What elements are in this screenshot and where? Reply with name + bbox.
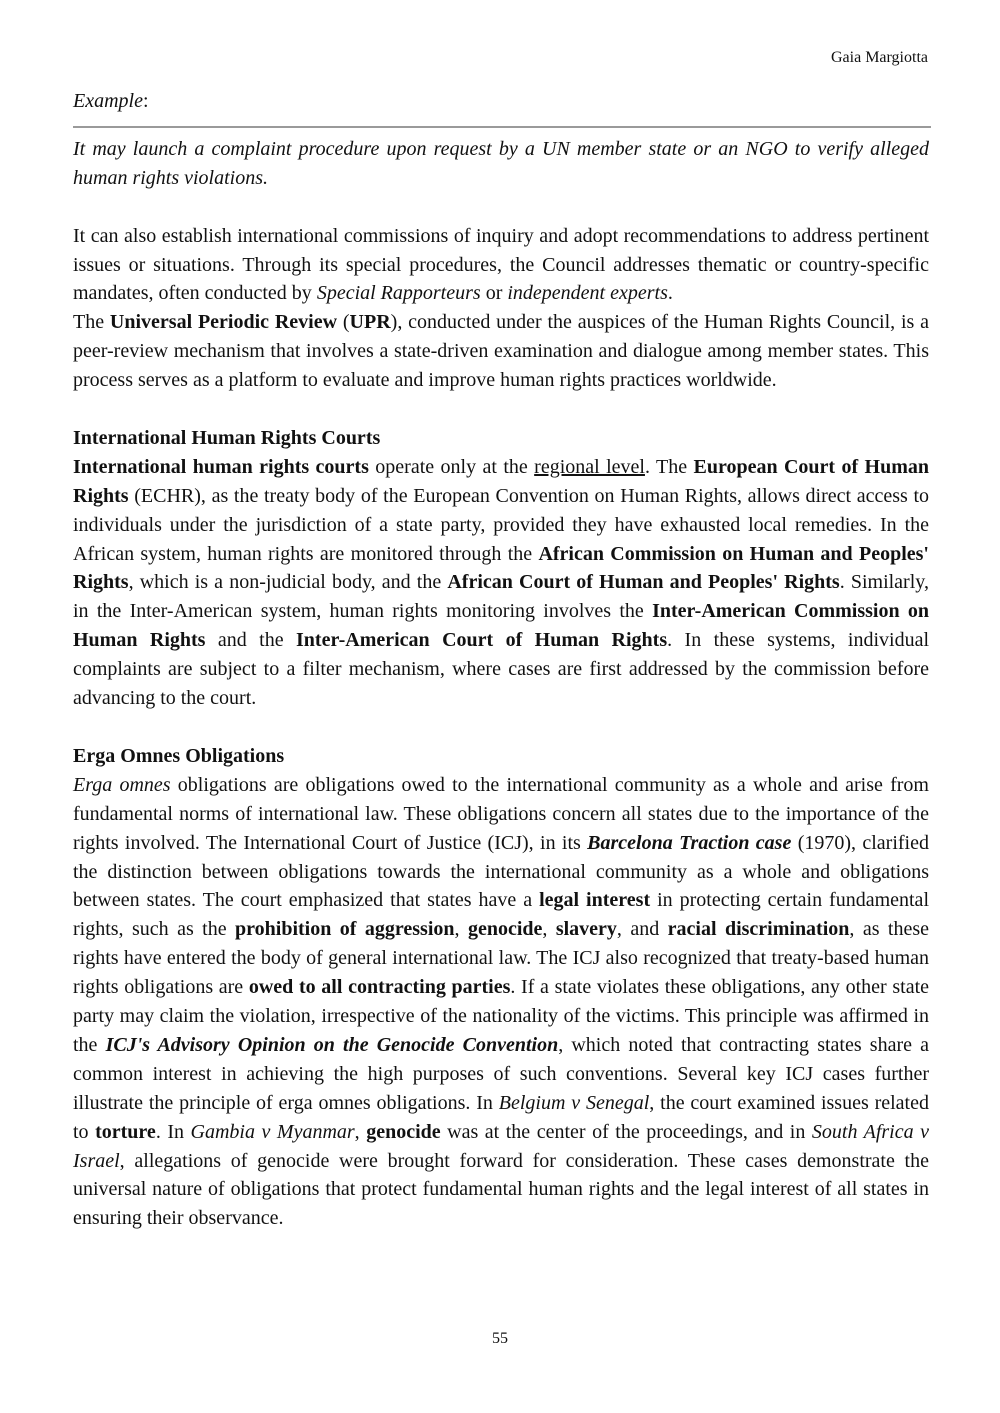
blank-line [73,713,929,742]
text-run: It can also establish international commissions of inquiry and adopt recommendations to address pertinent issues or situations. Through its special procedures, the Council addresses thematic or country-specific mandates, often conducted by [73,224,929,305]
text-run: . Similarly, in the Inter-American system, human rights monitoring involves the [73,571,929,623]
bold-run: genocide [366,1120,441,1143]
text-run: ( [337,311,350,334]
text-run: . In these systems, individual complaints are subject to a filter mechanism, where cases are first addressed by the commission before advancing to the court. [73,629,930,710]
bold-italic-run: Barcelona Traction case [587,831,792,854]
example-divider [73,126,931,128]
text-run: in protecting certain fundamental rights, such as the [73,889,929,941]
text-run: obligations are obligations owed to the international community as a whole and arise from fundamental norms of international law. These obligations concern all states due to the importance of the rights involved. The International Court of Justice (ICJ), in its [73,773,929,854]
text-run: , allegations of genocide were brought forward for consideration. These cases demonstrate the universal nature of obligations that protect fundamental human rights and the legal interest of all states in ensuring their observance. [73,1149,929,1230]
blank-line [73,395,929,424]
text-run: operate only at the [368,455,535,478]
text-run: . In [155,1120,191,1143]
bold-run: Universal Periodic Review [109,311,338,334]
page-number: 55 [492,1330,508,1347]
section-heading-courts: International Human Rights Courts [73,426,381,449]
bold-run: International human rights courts [73,455,369,478]
italic-run: Special Rapporteurs [316,282,481,305]
text-run: (ECHR), as the treaty body of the European Convention on Human Rights, allows direct access to individuals under the jurisdiction of a state party, provided they have exhausted local remedies. In the African system, human rights are monitored through the [73,484,929,565]
page-content [73,87,929,1233]
italic-run: Gambia v Myanmar [190,1120,355,1143]
text-run: The [73,311,110,334]
paragraph-courts [73,453,929,713]
text-run: ), conducted under the auspices of the Human Rights Council, is a peer-review mechanism that involves a state-driven examination and dialogue among member states. This process serves as a platform to evaluate and improve human rights practices worldwide. [73,311,930,392]
text-run: , [542,918,556,941]
italic-run: South Africa v Israel [73,1120,930,1172]
text-run: (1970), clarified the distinction between obligations towards the international community as a whole and obligations between states. The court emphasized that states have a [73,831,929,912]
text-run: , [354,1120,367,1143]
blank-line [73,193,929,222]
example-text: It may launch a complaint procedure upon request by a UN member state or an NGO to verify alleged human rights violations. [73,137,929,189]
section-heading-erga-omnes: Erga Omnes Obligations [73,744,285,767]
text-run: was at the center of the proceedings, and in [440,1120,812,1143]
text-run: and the [205,629,297,652]
paragraph-erga-omnes [73,771,929,1234]
bold-run: slavery [555,918,617,941]
example-label-line [73,87,929,116]
bold-run: Inter-American Court of Human Rights [296,629,668,652]
example-label: Example [73,90,143,112]
text-run: or [480,282,508,305]
text-run: . The [644,455,694,478]
text-run: , as these rights have entered the body of general international law. The ICJ also recognized that treaty-based human rights obligations are [73,918,930,999]
bold-run: UPR [349,311,391,334]
example-colon: : [142,90,149,112]
bold-run: European Court of Human Rights [73,455,930,507]
paragraph-upr [73,308,929,395]
bold-run: Inter-American Commission on Human Rights [73,600,929,652]
bold-run: torture [95,1120,156,1143]
bold-italic-run: ICJ's Advisory Opinion on the Genocide Convention [105,1033,559,1056]
italic-run: independent experts [507,282,668,305]
underlined-run: regional level [534,455,645,478]
page-header-author: Gaia Margiotta [830,49,928,66]
bold-run: racial discrimination [667,918,850,941]
text-run: , and [616,918,668,941]
bold-run: African Court of Human and Peoples' Rights [447,571,840,594]
text-run: , which noted that contracting states share a common interest in achieving the high purposes of such conventions. Several key ICJ cases further illustrate the principle of erga omnes obligations. In [73,1033,930,1114]
text-run: . If a state violates these obligations, any other state party may claim the violation, irrespective of the nationality of the victims. This principle was affirmed in the [73,976,930,1056]
bold-run: legal interest [539,889,651,912]
italic-run: Belgium v Senegal [498,1091,650,1114]
text-run: , the court examined issues related to [73,1091,929,1143]
italic-run: Erga omnes [73,773,171,796]
paragraph-commissions [73,222,929,309]
bold-run: owed to all contracting parties [248,976,511,999]
bold-run: prohibition of aggression [235,918,455,941]
text-run: , which is a non-judicial body, and the [128,571,448,594]
bold-run: African Commission on Human and Peoples' Rights [73,542,929,594]
text-run: , [454,918,468,941]
text-run: . [667,282,673,305]
bold-run: genocide [467,918,543,941]
